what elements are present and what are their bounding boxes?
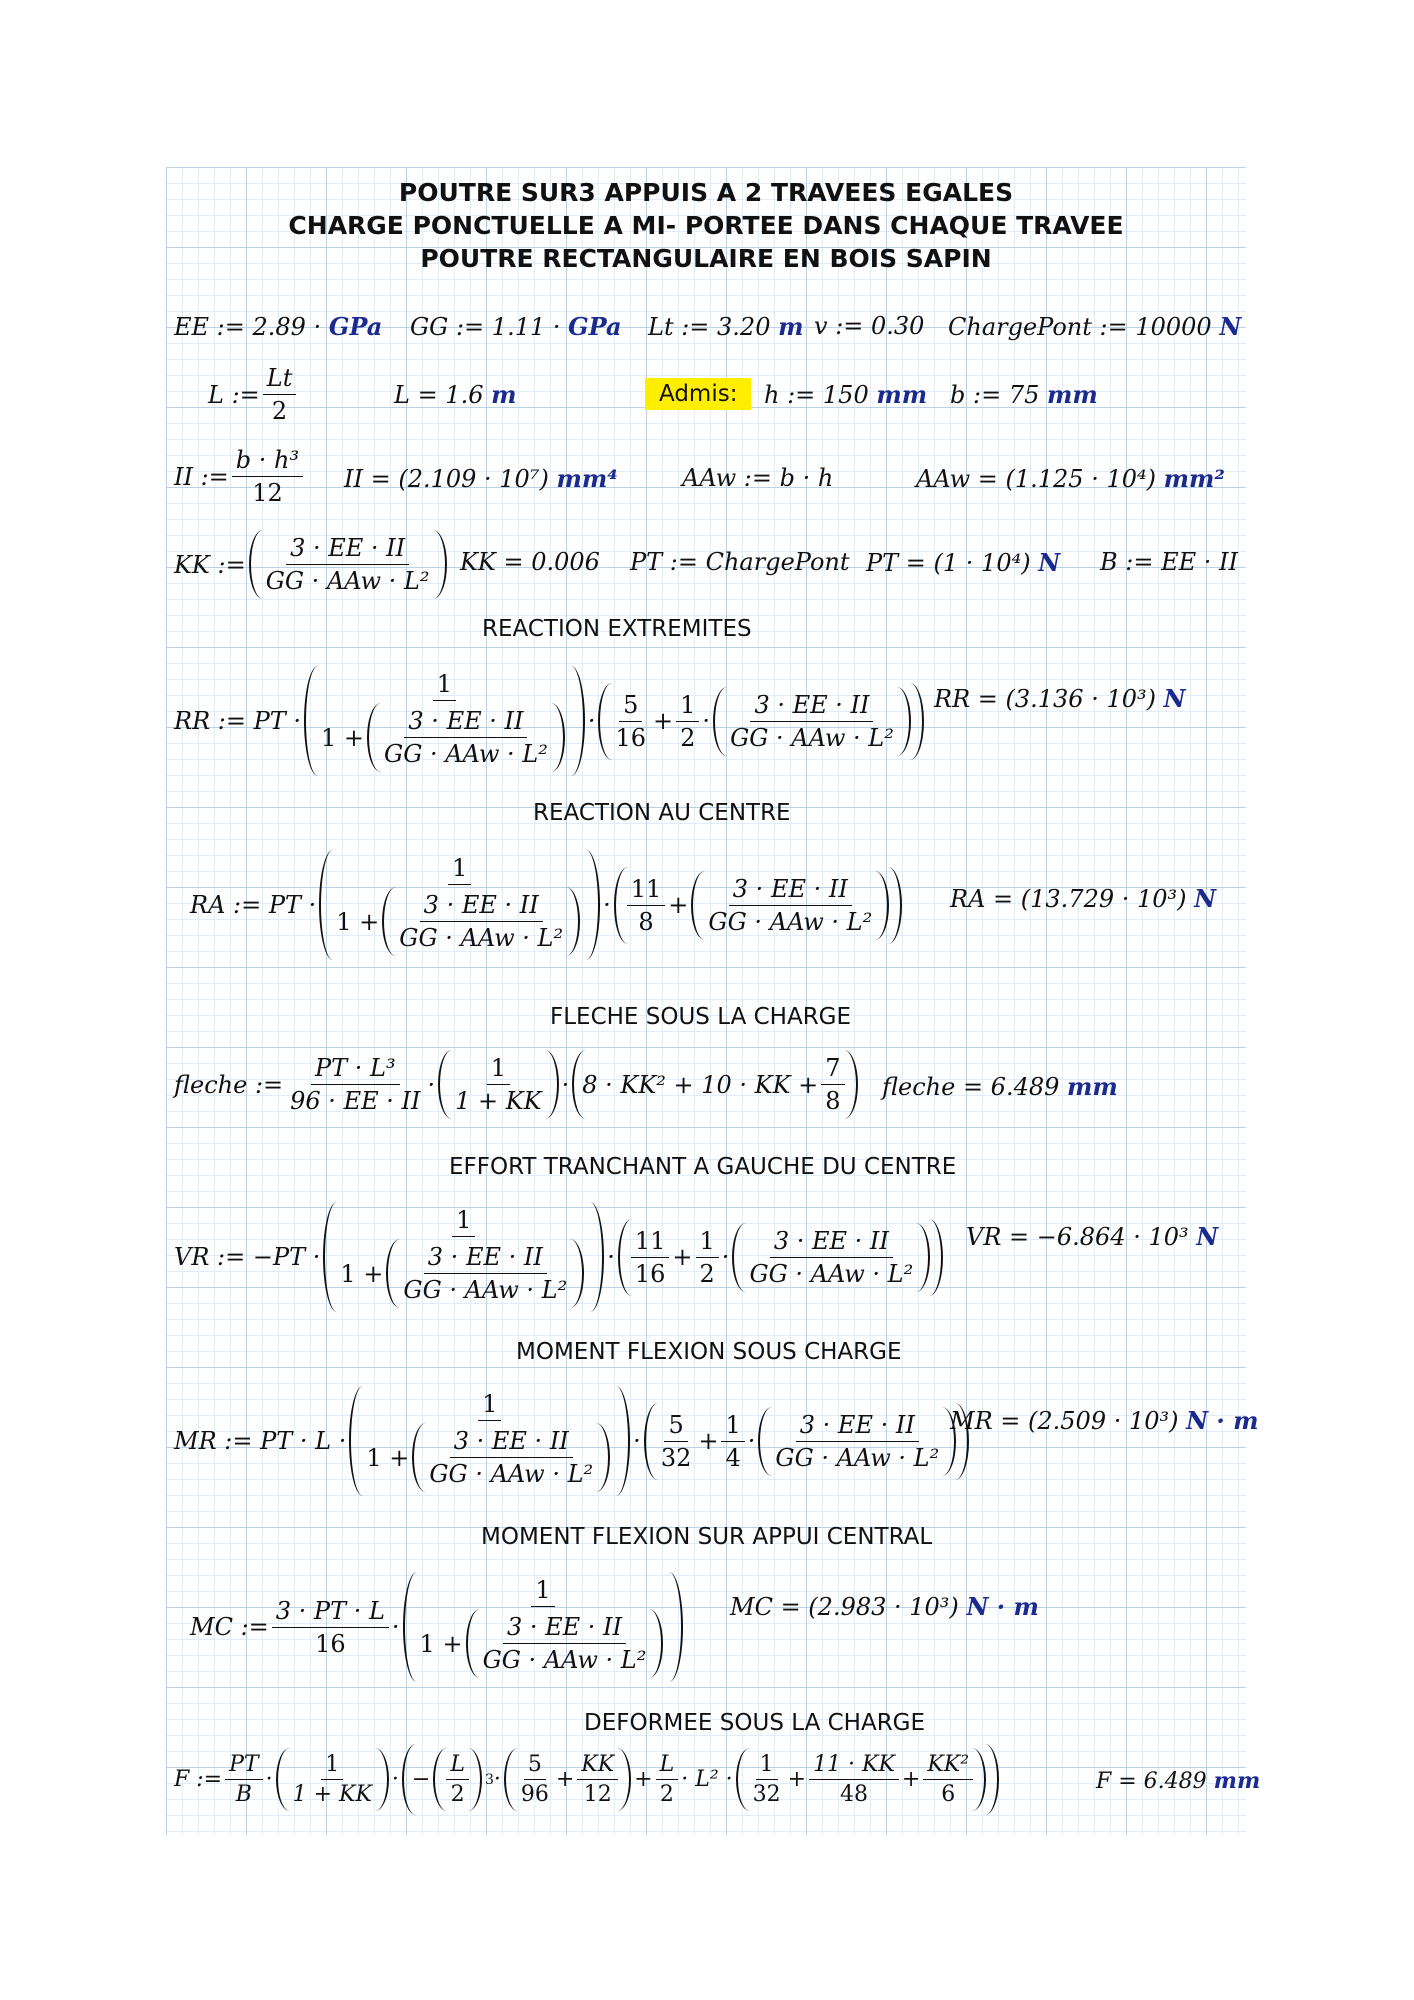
eq-f-result[interactable]: [1096, 1768, 1260, 1794]
eq-b-def[interactable]: [1100, 548, 1238, 576]
ii-fraction: [232, 446, 303, 507]
f-inv-den: 1 + KK: [292, 1782, 372, 1807]
l-fraction: [263, 364, 297, 425]
ra-result: RA = (13.729 · 10³): [950, 884, 1187, 913]
aaw-unit: mm²: [1163, 464, 1225, 493]
f-unit: mm: [1213, 1768, 1261, 1794]
vr-result: VR = −6.864 · 10³: [966, 1222, 1189, 1251]
rr-one: 1: [433, 670, 456, 701]
chargepont-unit: N: [1219, 312, 1242, 341]
fleche-c7: 7: [821, 1054, 844, 1085]
fleche-poly: 8 · KK² + 10 · KK +: [582, 1070, 819, 1099]
pt-def: PT := ChargePont: [630, 548, 850, 576]
eq-chargepont[interactable]: [948, 312, 1241, 341]
eq-ra-result[interactable]: [950, 884, 1216, 913]
kk-paren: [249, 530, 447, 599]
l-den: 2: [271, 397, 288, 425]
vr-k-num: 3 · EE · II: [424, 1243, 547, 1274]
eq-aaw-result[interactable]: [916, 464, 1225, 493]
heading-deformee: DEFORMEE SOUS LA CHARGE: [584, 1710, 926, 1736]
rr-k-den: GG · AAw · L²: [384, 740, 548, 768]
eq-pt-result[interactable]: [866, 548, 1060, 577]
eq-vr-result[interactable]: [966, 1222, 1218, 1251]
fleche-one: 1: [487, 1054, 510, 1085]
mr-one: 1: [478, 1390, 501, 1421]
vr-c2d: 2: [699, 1259, 715, 1288]
eq-ra-def[interactable]: RA := PT · 1 1 + $\frac{3 \cdot EE \cdot II}{\text{GG · AAw · L²}}$ · $\frac{11}{8}$ + $\frac{3 \cdot EE \cdot II}{\text{GG · AAw · L²}}$: [190, 850, 905, 960]
f-b2d: 48: [839, 1782, 868, 1807]
chargepont-def: ChargePont := 10000: [948, 312, 1212, 341]
ra-unit: N: [1194, 884, 1217, 913]
rr-k2-num: 3 · EE · II: [750, 691, 873, 722]
eq-nu[interactable]: [814, 312, 924, 340]
fleche-result: fleche = 6.489: [882, 1072, 1060, 1101]
ii-def-label: II :=: [174, 462, 229, 491]
ra-one-plus: 1 +: [336, 907, 380, 936]
vr-c2n: 1: [696, 1227, 719, 1258]
vr-def-label: VR := −PT ·: [174, 1243, 321, 1271]
title-line-1: POUTRE SUR3 APPUIS A 2 TRAVEES EGALES: [398, 178, 1014, 207]
ra-k-num: 3 · EE · II: [420, 891, 543, 922]
l-def-label: L :=: [208, 380, 260, 409]
l-num: Lt: [263, 364, 297, 395]
ee-def: EE := 2.89: [174, 312, 306, 341]
b-unit: mm: [1047, 380, 1098, 409]
rr-inv-frac: [317, 670, 572, 772]
ee-unit: GPa: [328, 312, 383, 341]
f-a1n: 5: [524, 1752, 546, 1780]
heading-effort-tranchant: EFFORT TRANCHANT A GAUCHE DU CENTRE: [449, 1154, 957, 1180]
eq-f-def[interactable]: F := $\frac{PT}{B}$ · $\frac{1}{1 + KK}$ · − $\frac{L}{2}$ 3 · $\frac{5}{96}$ + $\frac{KK}{12}$ + $\frac{L}{2}$ · L² · $\frac{1}{32}$ + $\frac{11 \cdot KK}{48}$ + $\frac{\text{KK²}}{6}$: [174, 1744, 1002, 1815]
f-l: L: [446, 1752, 469, 1780]
eq-lt[interactable]: [648, 312, 804, 341]
fleche-def-label: fleche :=: [174, 1070, 284, 1099]
lt-def: Lt := 3.20: [648, 312, 771, 341]
mr-c1d: 32: [660, 1443, 692, 1472]
f-b2n: 11 · KK: [809, 1752, 899, 1780]
fleche-den: 96 · EE · II: [290, 1087, 421, 1115]
vr-k2-den: GG · AAw · L²: [749, 1259, 914, 1288]
rr-c1n: 5: [619, 691, 642, 722]
mr-c2n: 1: [721, 1411, 744, 1442]
eq-ii-def[interactable]: [174, 446, 306, 507]
aaw-def: AAw := b · h: [682, 464, 834, 492]
mc-def-label: MC :=: [190, 1613, 269, 1641]
f-b1d: 32: [752, 1782, 781, 1807]
rr-def-label: RR := PT ·: [174, 707, 302, 735]
heading-moment-sous-charge: MOMENT FLEXION SOUS CHARGE: [516, 1339, 902, 1365]
eq-kk-def[interactable]: [174, 530, 450, 599]
mr-k2-den: GG · AAw · L²: [775, 1443, 940, 1472]
rr-coef-paren: $\frac{5}{16}$ + $\frac{1}{2}$ · $\frac{3 \cdot EE \cdot II}{\text{GG · AAw · L²}}$: [598, 683, 923, 760]
eq-fleche-def[interactable]: fleche := $\frac{\text{PT · L³}}{96 \cdot EE \cdot II}$ · $\frac{1}{1 + KK}$ · 8 · KK² + 10 · KK + $\frac{7}{8}$: [174, 1050, 861, 1119]
mr-k-den: GG · AAw · L²: [429, 1460, 594, 1488]
eq-vr-def[interactable]: VR := −PT · 1 1 + $\frac{3 \cdot EE \cdot II}{\text{GG · AAw · L²}}$ · $\frac{11}{16}$ + $\frac{1}{2}$ · $\frac{3 \cdot EE \cdot II}{\text{GG · AAw · L²}}$: [174, 1202, 946, 1312]
eq-ii-result[interactable]: [344, 464, 618, 493]
mr-unit: N · m: [1186, 1406, 1259, 1435]
l-result: L = 1.6: [394, 380, 484, 409]
vr-c1n: 11: [631, 1227, 670, 1258]
vr-one: 1: [452, 1206, 475, 1237]
mc-unit: N · m: [966, 1592, 1039, 1621]
rr-one-plus: 1 +: [321, 723, 365, 752]
eq-mc-result[interactable]: [730, 1592, 1039, 1621]
fleche-unit: mm: [1067, 1072, 1118, 1101]
f-l2: L: [656, 1752, 679, 1780]
lt-unit: m: [778, 312, 804, 341]
mc-one: 1: [531, 1576, 554, 1607]
rr-k-num: 3 · EE · II: [404, 707, 527, 738]
ra-def-label: RA := PT ·: [190, 891, 317, 919]
kk-result: KK = 0.006: [460, 548, 600, 576]
eq-gg[interactable]: GG := 1.11 · GPa: [410, 312, 622, 341]
ii-den: 12: [252, 479, 283, 507]
ii-num: b · h³: [232, 446, 303, 477]
f-one: 1: [321, 1752, 343, 1780]
kk-num: 3 · EE · II: [286, 534, 409, 565]
eq-aaw-def[interactable]: [682, 464, 833, 492]
gg-unit: GPa: [568, 312, 622, 341]
ra-c1n: 11: [627, 875, 666, 906]
vr-unit: N: [1196, 1222, 1219, 1251]
f-minus: −: [411, 1767, 431, 1792]
nu-def: v := 0.30: [814, 312, 925, 340]
mc-one-plus: 1 +: [419, 1629, 463, 1658]
mc-den: 16: [315, 1629, 346, 1658]
ra-k2-num: 3 · EE · II: [729, 875, 852, 906]
f-two2: 2: [659, 1782, 674, 1807]
mr-one-plus: 1 +: [366, 1443, 410, 1472]
eq-ee[interactable]: EE := 2.89 · GPa: [174, 312, 383, 341]
eq-fleche-result[interactable]: [882, 1072, 1118, 1101]
mr-def-label: MR := PT · L ·: [174, 1427, 347, 1455]
b-def: b := 75: [950, 380, 1040, 409]
kk-den: GG · AAw · L²: [265, 567, 430, 595]
f-num: PT: [225, 1752, 262, 1780]
f-a2n: KK: [577, 1752, 618, 1780]
ra-one: 1: [448, 854, 471, 885]
f-b1n: 1: [756, 1752, 778, 1780]
ra-k2-den: GG · AAw · L²: [708, 907, 873, 936]
gg-def: GG := 1.11: [410, 312, 546, 341]
kk-fraction: [262, 534, 434, 595]
vr-k-den: GG · AAw · L²: [403, 1276, 568, 1304]
mc-result: MC = (2.983 · 10³): [730, 1592, 959, 1621]
eq-rr-def[interactable]: RR := PT · 1 1 + $\frac{3 \cdot EE \cdot II}{\text{GG · AAw · L²}}$ · $\frac{5}{16}$ + $\frac{1}{2}$ · $\frac{3 \cdot EE \cdot II}{\text{GG · AAw · L²}}$: [174, 666, 927, 776]
f-a2d: 12: [583, 1782, 612, 1807]
mc-num: 3 · PT · L: [272, 1597, 389, 1628]
heading-reaction-centre: REACTION AU CENTRE: [533, 800, 791, 826]
eq-mr-def[interactable]: MR := PT · L · 1 1 + $\frac{3 \cdot EE \cdot II}{\text{GG · AAw · L²}}$ · $\frac{5}{32}$ + $\frac{1}{4}$ · $\frac{3 \cdot EE \cdot II}{\text{GG · AAw · L²}}$: [174, 1386, 972, 1496]
vr-k2-num: 3 · EE · II: [770, 1227, 893, 1258]
mc-k-den: GG · AAw · L²: [482, 1646, 647, 1674]
h-unit: mm: [876, 380, 928, 409]
f-a1d: 96: [520, 1782, 549, 1807]
f-l2-term: · L² ·: [681, 1767, 733, 1792]
mc-k-num: 3 · EE · II: [503, 1613, 626, 1644]
f-two: 2: [450, 1782, 465, 1807]
h-def: h := 150: [764, 380, 869, 409]
f-def-label: F :=: [174, 1767, 223, 1792]
rr-unit: N: [1163, 684, 1186, 713]
rr-result: RR = (3.136 · 10³): [934, 684, 1156, 713]
vr-c1d: 16: [634, 1259, 666, 1288]
pt-unit: N: [1038, 548, 1061, 577]
mr-k2-num: 3 · EE · II: [796, 1411, 919, 1442]
bb-def: B := EE · II: [1100, 548, 1238, 576]
rr-c2n: 1: [676, 691, 699, 722]
kk-def-label: KK :=: [174, 550, 246, 579]
fleche-inv-den: 1 + KK: [455, 1087, 542, 1115]
admis-label: Admis:: [645, 378, 751, 410]
ra-c1d: 8: [638, 907, 654, 936]
ii-result: II = (2.109 · 10⁷): [344, 464, 549, 493]
heading-fleche: FLECHE SOUS LA CHARGE: [550, 1004, 852, 1030]
ii-unit: mm⁴: [556, 464, 618, 493]
f-result: F = 6.489: [1096, 1768, 1207, 1794]
eq-rr-result[interactable]: [934, 684, 1186, 713]
rr-k2-den: GG · AAw · L²: [730, 723, 894, 752]
ra-k-den: GG · AAw · L²: [399, 924, 564, 952]
f-b3n: KK²: [923, 1752, 973, 1780]
fleche-c8: 8: [825, 1087, 841, 1115]
rr-c2d: 2: [680, 723, 696, 752]
rr-c1d: 16: [615, 723, 647, 752]
eq-b[interactable]: [950, 380, 1098, 409]
pt-result: PT = (1 · 10⁴): [866, 548, 1031, 577]
title-line-2: CHARGE PONCTUELLE A MI- PORTEE DANS CHAQUE TRAVEE: [288, 211, 1124, 240]
f-den: B: [235, 1782, 252, 1807]
eq-mr-result[interactable]: [950, 1406, 1259, 1435]
eq-l-def[interactable]: [208, 364, 299, 425]
heading-reaction-extremites: REACTION EXTREMITES: [482, 616, 752, 642]
heading-moment-appui-central: MOMENT FLEXION SUR APPUI CENTRAL: [481, 1524, 933, 1550]
rr-inv-paren: [304, 666, 585, 776]
mr-c2d: 4: [725, 1443, 741, 1472]
eq-l-result[interactable]: [394, 380, 517, 409]
aaw-result: AAw = (1.125 · 10⁴): [916, 464, 1156, 493]
fleche-num: PT · L³: [311, 1054, 400, 1085]
title-line-3: POUTRE RECTANGULAIRE EN BOIS SAPIN: [420, 244, 992, 273]
f-b3d: 6: [941, 1782, 956, 1807]
eq-mc-def[interactable]: MC := $\frac{3 \cdot PT \cdot L}{16}$ · 1 1 + $\frac{3 \cdot EE \cdot II}{\text{GG · AAw · L²}}$: [190, 1572, 686, 1682]
eq-pt-def[interactable]: [630, 548, 850, 576]
eq-kk-result[interactable]: [460, 548, 600, 576]
mr-c1n: 5: [664, 1411, 687, 1442]
eq-h[interactable]: [764, 380, 927, 409]
vr-one-plus: 1 +: [340, 1259, 384, 1288]
mr-result: MR = (2.509 · 10³): [950, 1406, 1179, 1435]
l-unit: m: [491, 380, 517, 409]
mr-k-num: 3 · EE · II: [450, 1427, 573, 1458]
